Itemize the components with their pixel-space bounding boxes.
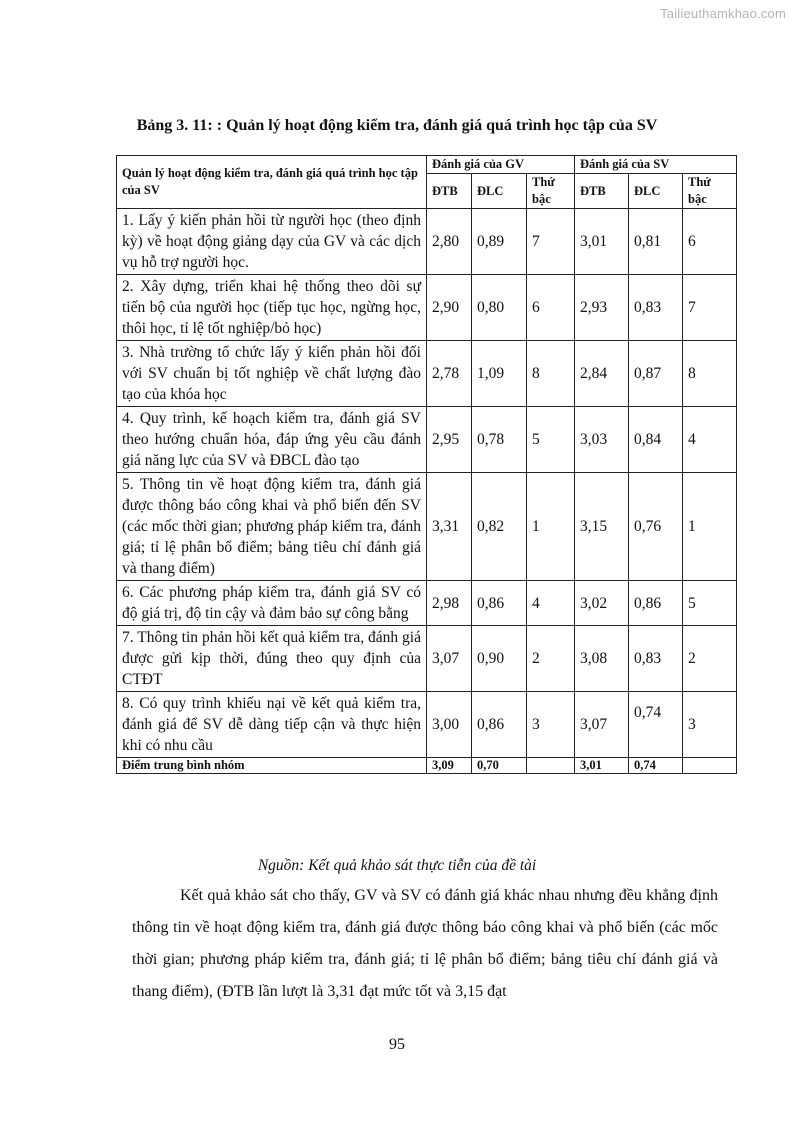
gv-dtb-cell: 2,78 <box>427 341 472 407</box>
footer-sv-rank <box>683 758 737 774</box>
row-criteria: 4. Quy trình, kế hoạch kiểm tra, đánh giá SV theo hướng chuẩn hóa, đáp ứng yêu cầu đánh giá năng lực của SV và ĐBCL đào tạo <box>117 407 427 473</box>
sv-dtb-cell: 3,03 <box>575 407 629 473</box>
row-criteria: 2. Xây dựng, triển khai hệ thống theo dõi sự tiến bộ của người học (tiếp tục học, ngừng học, thôi học, tỉ lệ tốt nghiệp/bỏ học) <box>117 275 427 341</box>
table-row <box>117 275 737 341</box>
gv-dlc-cell: 0,90 <box>472 626 527 692</box>
gv-dlc-cell: 0,89 <box>472 209 527 275</box>
table-row <box>117 626 737 692</box>
gv-rank-cell: 3 <box>527 692 575 758</box>
footer-gv-rank <box>527 758 575 774</box>
gv-rank-cell: 8 <box>527 341 575 407</box>
gv-dtb-cell: 2,80 <box>427 209 472 275</box>
gv-dtb-cell: 2,90 <box>427 275 472 341</box>
gv-dlc-cell: 0,78 <box>472 407 527 473</box>
header-group-gv: Đánh giá của GV <box>427 156 575 174</box>
body-paragraph: Kết quả khảo sát cho thấy, GV và SV có đánh giá khác nhau nhưng đều khẳng định thông tin về hoạt động kiểm tra, đánh giá được thông báo công khai và phổ biến (các mốc thời gian; phương pháp kiểm tra, đánh giá; tỉ lệ phân bổ điểm; bảng tiêu chí đánh giá và thang điểm), (ĐTB lần lượt là 3,31 đạt mức tốt và 3,15 đạt <box>132 887 718 1000</box>
row-criteria: 6. Các phương pháp kiểm tra, đánh giá SV có độ giá trị, độ tin cậy và đảm bảo sự công bằng <box>117 581 427 626</box>
sv-dtb-cell: 3,07 <box>575 692 629 758</box>
sv-rank-cell: 5 <box>683 581 737 626</box>
footer-label: Điểm trung bình nhóm <box>117 758 427 774</box>
sv-dtb-cell: 3,01 <box>575 209 629 275</box>
header-group-sv: Đánh giá của SV <box>575 156 737 174</box>
header-gv-rank: Thứ bậc <box>527 174 575 209</box>
sv-rank-cell: 8 <box>683 341 737 407</box>
gv-dtb-cell: 2,95 <box>427 407 472 473</box>
table-row <box>117 473 737 581</box>
watermark: Tailieuthamkhao.com <box>660 6 786 21</box>
table-footer-row <box>117 758 737 774</box>
gv-rank-cell: 1 <box>527 473 575 581</box>
gv-dlc-cell: 0,82 <box>472 473 527 581</box>
sv-dtb-cell: 3,15 <box>575 473 629 581</box>
table-row <box>117 581 737 626</box>
row-criteria: 1. Lấy ý kiến phản hồi từ người học (theo định kỳ) về hoạt động giảng dạy của GV và các dịch vụ hỗ trợ người học. <box>117 209 427 275</box>
gv-dlc-cell: 0,86 <box>472 692 527 758</box>
sv-dlc-cell: 0,83 <box>629 626 683 692</box>
gv-rank-cell: 6 <box>527 275 575 341</box>
table-row <box>117 407 737 473</box>
sv-dlc-cell: 0,84 <box>629 407 683 473</box>
sv-rank-cell: 4 <box>683 407 737 473</box>
table-row <box>117 209 737 275</box>
table-row <box>117 341 737 407</box>
sv-dtb-cell: 2,93 <box>575 275 629 341</box>
sv-rank-cell: 6 <box>683 209 737 275</box>
gv-rank-cell: 2 <box>527 626 575 692</box>
table-title: Bảng 3. 11: : Quản lý hoạt động kiểm tra, đánh giá quá trình học tập của SV <box>136 117 658 134</box>
gv-rank-cell: 5 <box>527 407 575 473</box>
source-note: Nguồn: Kết quả khảo sát thực tiễn của đề tài <box>257 857 537 874</box>
footer-sv-dtb: 3,01 <box>575 758 629 774</box>
sv-dtb-cell: 3,08 <box>575 626 629 692</box>
table-header-row <box>117 156 737 174</box>
row-criteria: 8. Có quy trình khiếu nại về kết quả kiểm tra, đánh giá để SV dễ dàng tiếp cận và thực hiện khi có nhu cầu <box>117 692 427 758</box>
gv-rank-cell: 4 <box>527 581 575 626</box>
gv-rank-cell: 7 <box>527 209 575 275</box>
sv-dlc-cell: 0,76 <box>629 473 683 581</box>
gv-dtb-cell: 3,31 <box>427 473 472 581</box>
sv-dtb-cell: 3,02 <box>575 581 629 626</box>
sv-dlc-cell: 0,86 <box>629 581 683 626</box>
header-sv-rank: Thứ bậc <box>683 174 737 209</box>
gv-dlc-cell: 1,09 <box>472 341 527 407</box>
sv-dlc-cell: 0,87 <box>629 341 683 407</box>
sv-dtb-cell: 2,84 <box>575 341 629 407</box>
header-gv-dtb: ĐTB <box>427 174 472 209</box>
header-criteria: Quản lý hoạt động kiểm tra, đánh giá quá trình học tập của SV <box>117 156 427 209</box>
sv-dlc-cell: 0,81 <box>629 209 683 275</box>
row-criteria: 5. Thông tin về hoạt động kiểm tra, đánh giá được thông báo công khai và phổ biến đến SV (các mốc thời gian; phương pháp kiểm tra, đánh giá; tỉ lệ phân bổ điểm; bảng tiêu chí đánh giá và thang điểm) <box>117 473 427 581</box>
sv-rank-cell: 1 <box>683 473 737 581</box>
gv-dlc-cell: 0,80 <box>472 275 527 341</box>
gv-dtb-cell: 3,00 <box>427 692 472 758</box>
page-number: 95 <box>389 1036 405 1053</box>
sv-dlc-cell: 0,83 <box>629 275 683 341</box>
footer-gv-dlc: 0,70 <box>472 758 527 774</box>
sv-rank-cell: 7 <box>683 275 737 341</box>
header-sv-dlc: ĐLC <box>629 174 683 209</box>
header-sv-dtb: ĐTB <box>575 174 629 209</box>
footer-sv-dlc: 0,74 <box>629 758 683 774</box>
header-gv-dlc: ĐLC <box>472 174 527 209</box>
row-criteria: 3. Nhà trường tổ chức lấy ý kiến phản hồi đối với SV chuẩn bị tốt nghiệp về chất lượng đào tạo của khóa học <box>117 341 427 407</box>
gv-dtb-cell: 2,98 <box>427 581 472 626</box>
table-row <box>117 692 737 758</box>
sv-dlc-cell: 0,74 <box>629 692 683 758</box>
gv-dtb-cell: 3,07 <box>427 626 472 692</box>
gv-dlc-cell: 0,86 <box>472 581 527 626</box>
footer-gv-dtb: 3,09 <box>427 758 472 774</box>
survey-table <box>116 155 737 774</box>
row-criteria: 7. Thông tin phản hồi kết quả kiểm tra, đánh giá được gửi kịp thời, đúng theo quy định của CTĐT <box>117 626 427 692</box>
sv-rank-cell: 2 <box>683 626 737 692</box>
sv-rank-cell: 3 <box>683 692 737 758</box>
